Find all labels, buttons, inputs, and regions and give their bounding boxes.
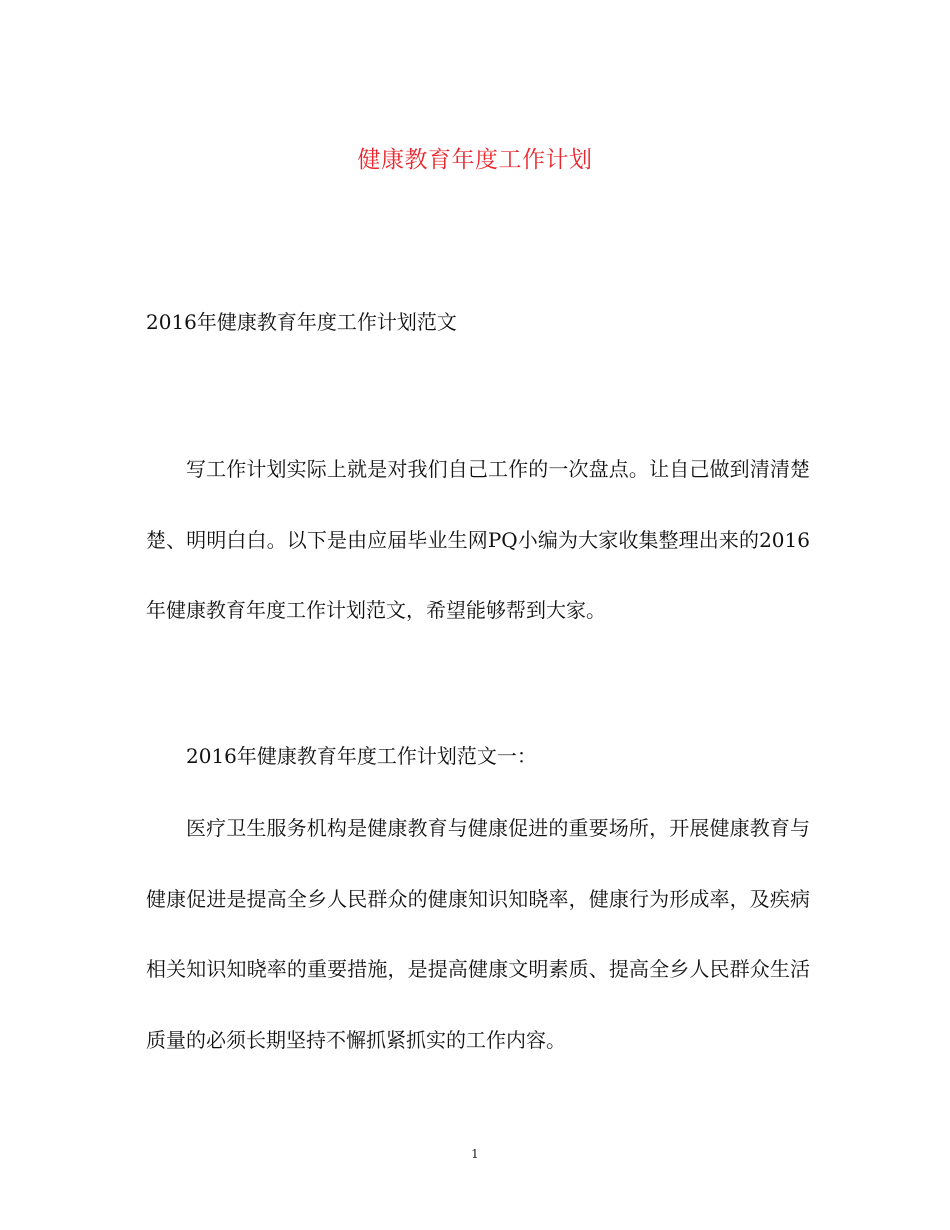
document-title: 健康教育年度工作计划 [357,147,593,173]
document-subtitle: 2016年健康教育年度工作计划范文 [146,310,457,334]
section-heading: 2016年健康教育年度工作计划范文一： [186,744,537,768]
page-number: 1 [471,1147,479,1161]
section-paragraph: 医疗卫生服务机构是健康教育与健康促进的重要场所，开展健康教育与健康促进是提高全乡人民群众的健康知识知晓率，健康行为形成率，及疾病相关知识知晓率的重要措施，是提高健康文明素质、提高全乡人民群众生活质量的必须长期坚持不懈抓紧抓实的工作内容。 [146,816,810,1052]
intro-paragraph: 写工作计划实际上就是对我们自己工作的一次盘点。让自己做到清清楚楚、明明白白。以下是由应届毕业生网PQ小编为大家收集整理出来的2016年健康教育年度工作计划范文，希望能够帮到大家。 [146,457,810,622]
